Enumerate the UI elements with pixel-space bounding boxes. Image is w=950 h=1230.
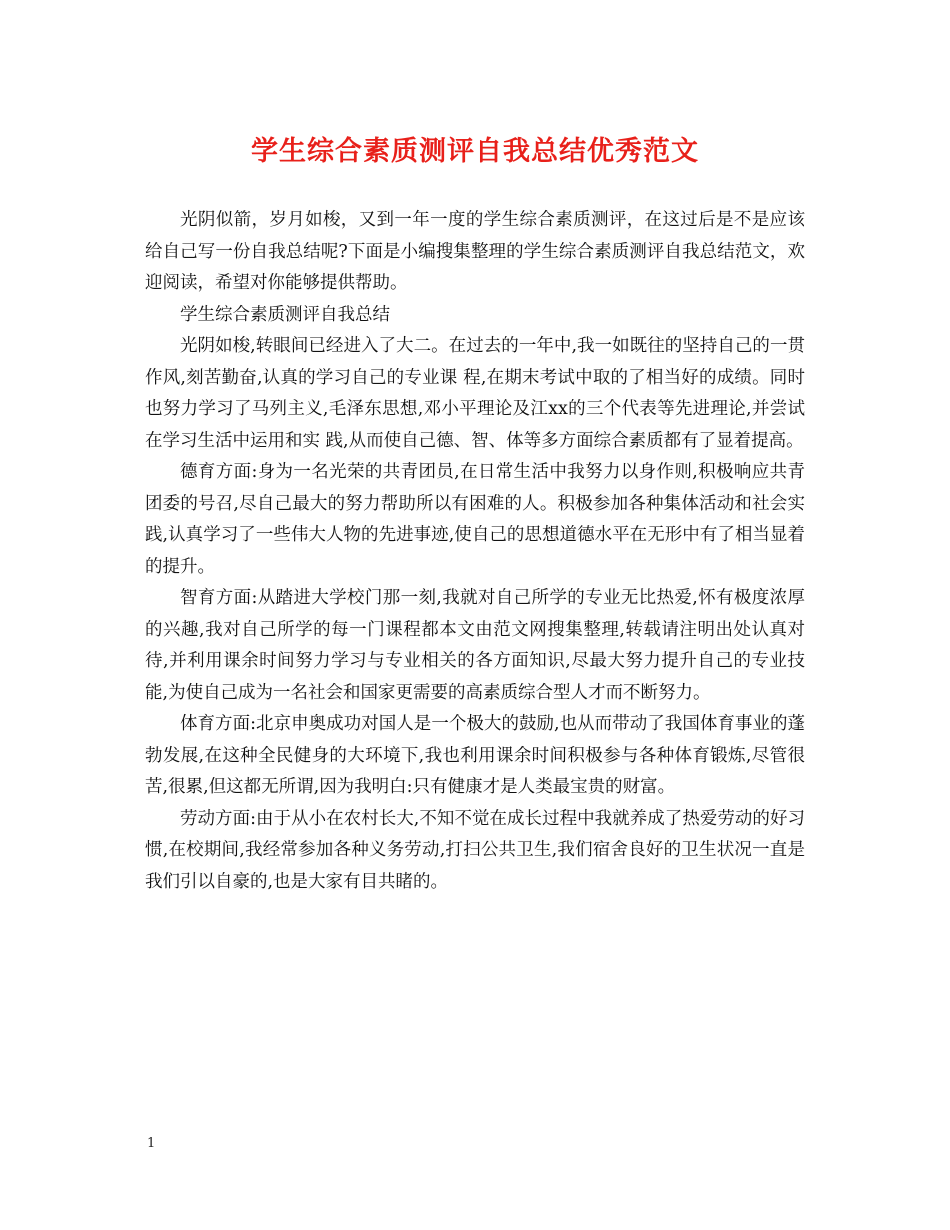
paragraph-labor: 劳动方面:由于从小在农村长大,不知不觉在成长过程中我就养成了热爱劳动的好习惯,在校期间,我经常参加各种义务劳动,打扫公共卫生,我们宿舍良好的卫生状况一直是我们引以自豪的,也是大家有目共睹的。 [145,808,805,892]
document-title: 学生综合素质测评自我总结优秀范文 [251,136,699,167]
page-number: 1 [147,1136,156,1151]
document-body [145,205,805,898]
paragraph-overview: 光阴如梭,转眼间已经进入了大二。在过去的一年中,我一如既往的坚持自己的一贯作风,刻苦勤奋,认真的学习自己的专业课 程,在期末考试中取的了相当好的成绩。同时也努力学习了马列主义,毛泽东思想,邓小平理论及江xx的三个代表等先进理论,并尝试在学习生活中运用和实 践,从而使自己德、智、体等多方面综合素质都有了显着提高。 [145,336,805,451]
paragraph-physical: 体育方面:北京申奥成功对国人是一个极大的鼓励,也从而带动了我国体育事业的蓬勃发展,在这种全民健身的大环境下,我也利用课余时间积极参与各种体育锻炼,尽管很苦,很累,但这都无所谓,因为我明白:只有健康才是人类最宝贵的财富。 [145,714,805,797]
paragraph-subheading: 学生综合素质测评自我总结 [180,304,390,325]
paragraph-intellectual: 智育方面:从踏进大学校门那一刻,我就对自己所学的专业无比热爱,怀有极度浓厚的兴趣,我对自己所学的每一门课程都本文由范文网搜集整理,转载请注明出处认真对待,并利用课余时间努力学习与专业相关的各方面知识,尽最大努力提升自己的专业技能,为使自己成为一名社会和国家更需要的高素质综合型人才而不断努力。 [145,588,805,703]
paragraph-moral: 德育方面:身为一名光荣的共青团员,在日常生活中我努力以身作则,积极响应共青团委的号召,尽自己最大的努力帮助所以有困难的人。积极参加各种集体活动和社会实践,认真学习了一些伟大人物的先进事迹,使自己的思想道德水平在无形中有了相当显着的提升。 [145,462,805,577]
paragraph-intro: 光阴似箭，岁月如梭，又到一年一度的学生综合素质测评，在这过后是不是应该给自己写一份自我总结呢?下面是小编搜集整理的学生综合素质测评自我总结范文，欢迎阅读，希望对你能够提供帮助。 [145,210,805,293]
